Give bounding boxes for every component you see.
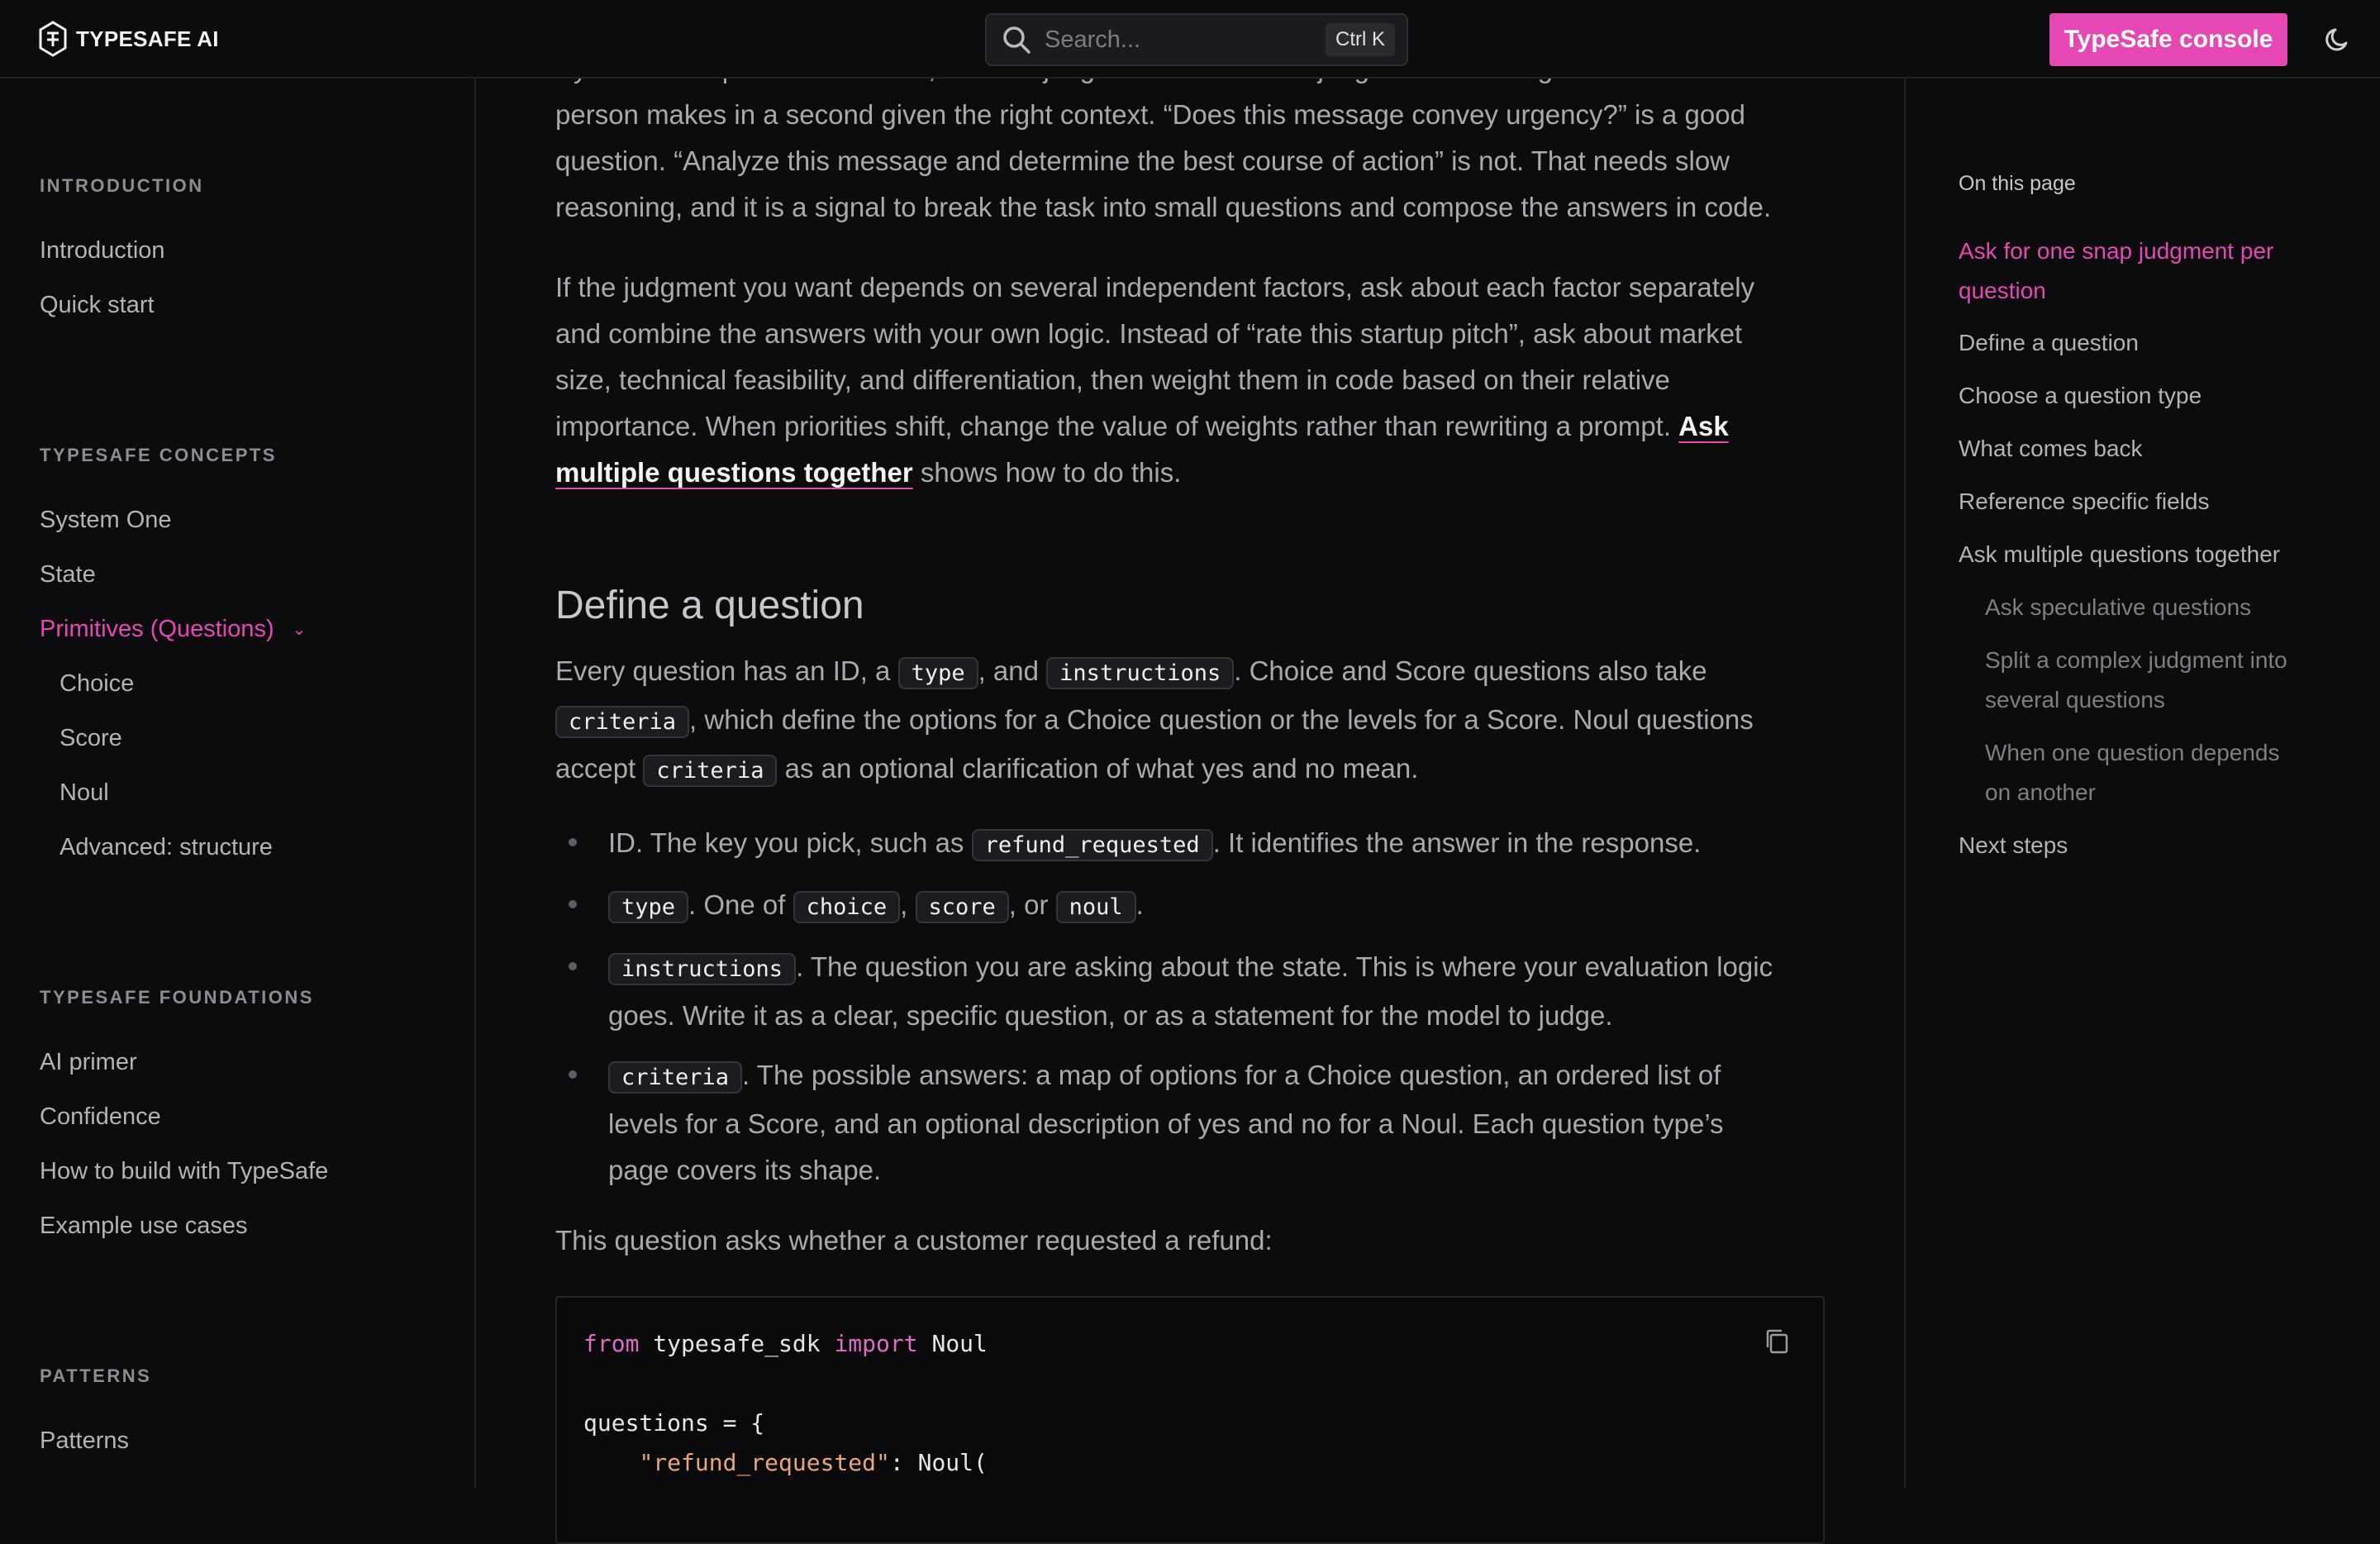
text-run: goes. Write it as a clear, specific question, or as a statement for the model to judge. — [608, 1000, 1613, 1031]
inline-code: choice — [793, 891, 901, 923]
text-line: question. “Analyze this message and determine the best course of action” is not. That needs slow — [555, 145, 1730, 176]
paragraph-refund-example: This question asks whether a customer requested a refund: — [555, 1225, 1273, 1256]
text-line — [555, 450, 1828, 496]
sidebar-subitem-score[interactable]: Score — [60, 725, 122, 751]
link-ask-multiple-questions[interactable]: multiple questions together — [555, 457, 913, 488]
sidebar-subitem-advanced-structure[interactable]: Advanced: structure — [60, 834, 273, 860]
inline-code: criteria — [555, 706, 689, 738]
sidebar-item-system-one[interactable]: System One — [40, 507, 172, 533]
search-shortcut-badge: Ctrl K — [1326, 23, 1395, 56]
inline-code: type — [608, 891, 688, 923]
sidebar-item-patterns[interactable]: Patterns — [40, 1427, 129, 1454]
text-run: accept — [555, 753, 644, 784]
toc-item-question-type[interactable]: Choose a question type — [1959, 383, 2202, 408]
code-line — [583, 1364, 1797, 1403]
text-run: , which define the options for a Choice question or the levels for a Score. Noul questions — [689, 704, 1754, 735]
code-token: typesafe_sdk — [639, 1330, 835, 1357]
text-run: levels for a Score, and an optional description of yes and no for a Noul. Each question type’s — [608, 1108, 1724, 1139]
toc-item-label: on another — [1985, 779, 2096, 805]
inline-code: score — [916, 891, 1009, 923]
sidebar-subitem-noul[interactable]: Noul — [60, 779, 109, 806]
code-keyword: import — [834, 1330, 918, 1357]
toc-item-label: When one question depends — [1985, 740, 2280, 765]
toc-item-label: question — [1959, 278, 2046, 303]
code-token: : Noul( — [889, 1449, 988, 1476]
nav-section-foundations — [40, 987, 314, 1008]
toc-item-depends-on-another[interactable] — [1985, 733, 2330, 813]
code-line: questions = { — [583, 1409, 765, 1437]
text-line — [555, 697, 1828, 746]
text-run: importance. When priorities shift, change the value of weights rather than rewriting a prompt. — [555, 411, 1679, 441]
toc-item-reference-fields[interactable]: Reference specific fields — [1959, 488, 2210, 514]
text-line — [555, 648, 1828, 697]
toc-item-label: Ask for one snap judgment per — [1959, 238, 2274, 264]
inline-code: instructions — [1046, 657, 1234, 689]
sidebar-item-label: Primitives (Questions) — [40, 616, 274, 642]
typesafe-logo-icon — [38, 21, 68, 57]
toc-item-define-question[interactable]: Define a question — [1959, 330, 2139, 355]
sidebar — [0, 79, 476, 1488]
nav-section-title: PATTERNS — [40, 1365, 152, 1386]
toc-item-what-comes-back[interactable]: What comes back — [1959, 436, 2143, 461]
text-run: , — [900, 889, 916, 920]
search-placeholder: Search... — [1045, 26, 1141, 53]
nav-section-title: INTRODUCTION — [40, 175, 204, 196]
typesafe-console-button[interactable]: TypeSafe console — [2049, 13, 2287, 66]
code-line — [583, 1324, 1797, 1364]
inline-code: instructions — [608, 953, 796, 985]
sidebar-item-introduction[interactable]: Introduction — [40, 237, 165, 264]
sidebar-item-primitives[interactable] — [40, 616, 306, 643]
text-line: If the judgment you want depends on several independent factors, ask about each factor separately — [555, 272, 1755, 303]
toc-item-snap-judgment[interactable] — [1959, 231, 2330, 311]
sidebar-subitem-choice[interactable]: Choice — [60, 670, 135, 697]
text-run: as an optional clarification of what yes and no mean. — [777, 753, 1419, 784]
inline-code: refund_requested — [972, 829, 1213, 861]
list-item — [555, 944, 1828, 1039]
search-icon — [1000, 23, 1033, 56]
moon-icon[interactable] — [2324, 25, 2354, 55]
list-item — [555, 1052, 1828, 1194]
inline-code: type — [898, 657, 978, 689]
text-line: and combine the answers with your own logic. Instead of “rate this startup pitch”, ask about market — [555, 318, 1743, 349]
sidebar-item-example-use-cases[interactable]: Example use cases — [40, 1213, 248, 1239]
text-run: . The question you are asking about the state. This is where your evaluation logic — [796, 951, 1773, 982]
copy-icon[interactable] — [1764, 1327, 1790, 1356]
nav-section-patterns — [40, 1365, 151, 1387]
text-line: person makes in a second given the right context. “Does this message convey urgency?” is a good — [555, 99, 1745, 130]
text-run: shows how to do this. — [912, 457, 1182, 488]
link-ask-multiple-questions[interactable]: Ask — [1678, 411, 1729, 441]
sidebar-item-state[interactable]: State — [40, 561, 96, 588]
text-run: ID. The key you pick, such as — [608, 827, 972, 858]
text-run: Every question has an ID, a — [555, 655, 898, 686]
section-heading-define-question: Define a question — [555, 584, 864, 627]
question-fields-list — [555, 820, 1828, 1194]
main-content — [476, 79, 1906, 1488]
table-of-contents — [1959, 79, 2355, 1488]
toc-item-split-judgment[interactable] — [1985, 641, 2330, 720]
text-run: page covers its shape. — [608, 1155, 882, 1185]
text-run: , and — [978, 655, 1047, 686]
text-run: . It identifies the answer in the response. — [1212, 827, 1702, 858]
code-keyword: from — [583, 1330, 640, 1357]
toc-title: On this page — [1959, 172, 2076, 195]
text-run: . Choice and Score questions also take — [1234, 655, 1707, 686]
text-run: . One of — [688, 889, 793, 920]
sidebar-item-how-to-build[interactable]: How to build with TypeSafe — [40, 1158, 329, 1184]
code-line — [583, 1443, 1797, 1483]
text-line — [555, 746, 1828, 794]
code-token — [583, 1449, 639, 1476]
nav-section-title: TYPESAFE FOUNDATIONS — [40, 987, 314, 1008]
list-item — [555, 820, 1828, 869]
text-line: reasoning, and it is a signal to break the task into small questions and compose the answers in code. — [555, 192, 1772, 222]
paragraph-independent-factors — [555, 264, 1828, 496]
code-token: Noul — [917, 1330, 988, 1357]
sidebar-item-ai-primer[interactable]: AI primer — [40, 1049, 137, 1075]
toc-item-next-steps[interactable]: Next steps — [1959, 832, 2068, 858]
search-box[interactable] — [985, 13, 1408, 66]
toc-item-speculative[interactable]: Ask speculative questions — [1985, 594, 2252, 620]
code-string: "refund_requested" — [639, 1449, 890, 1476]
list-item — [555, 882, 1828, 931]
logo[interactable] — [38, 20, 219, 58]
toc-item-label: several questions — [1985, 687, 2165, 712]
toc-item-label: Split a complex judgment into — [1985, 647, 2287, 673]
top-bar — [0, 0, 2380, 79]
text-run: . The possible answers: a map of options for a Choice question, an ordered list of — [742, 1060, 1721, 1090]
nav-section-introduction — [40, 175, 204, 197]
toc-item-ask-multiple[interactable]: Ask multiple questions together — [1959, 541, 2281, 567]
text-line: size, technical feasibility, and differentiation, then weight them in code based on their relative — [555, 365, 1670, 395]
logo-text: TYPESAFE AI — [76, 26, 219, 51]
paragraph-question-parts — [555, 648, 1828, 794]
text-run: , or — [1008, 889, 1056, 920]
inline-code: noul — [1056, 891, 1136, 923]
code-block — [555, 1296, 1825, 1544]
sidebar-item-quick-start[interactable]: Quick start — [40, 292, 155, 318]
inline-code: criteria — [643, 755, 777, 787]
text-line — [555, 403, 1828, 450]
nav-section-concepts — [40, 445, 277, 466]
sidebar-item-confidence[interactable]: Confidence — [40, 1103, 161, 1130]
chevron-down-icon[interactable]: ⌄ — [292, 621, 307, 639]
inline-code: criteria — [608, 1061, 742, 1094]
text-run: . — [1135, 889, 1144, 920]
nav-section-title: TYPESAFE CONCEPTS — [40, 445, 277, 465]
